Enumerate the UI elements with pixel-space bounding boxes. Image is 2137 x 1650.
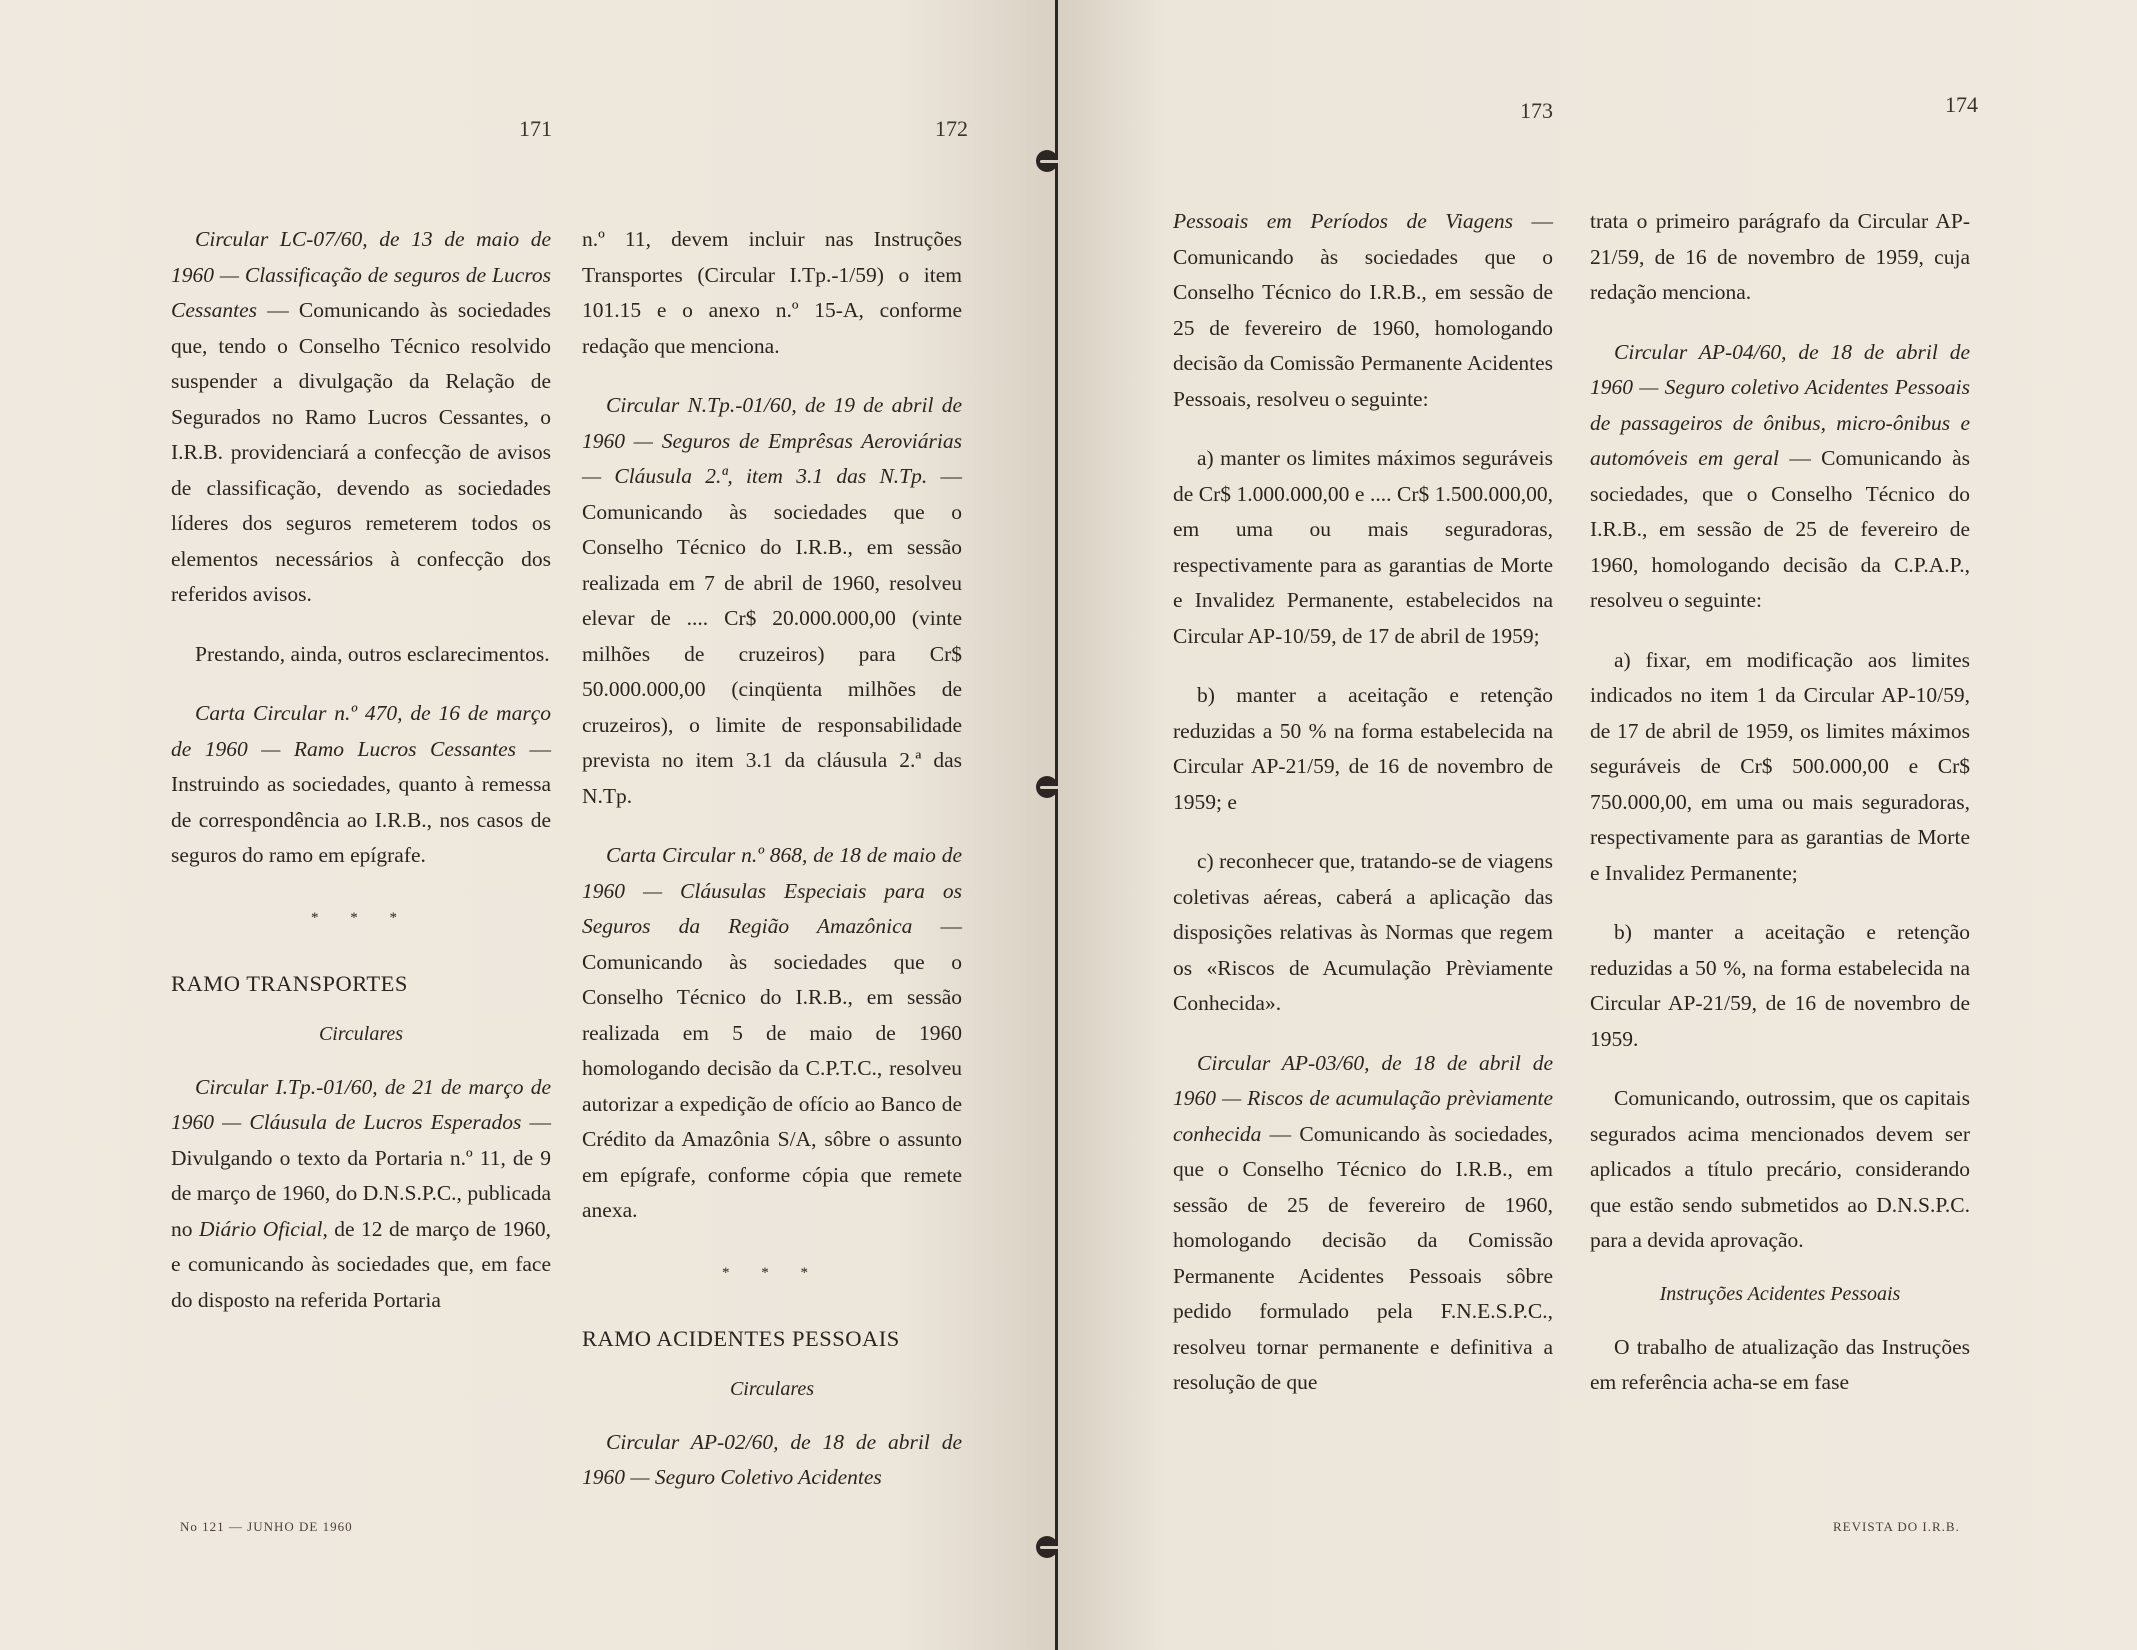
paragraph-comunicando: Comunicando, outrossim, que os capitais segurados acima mencionados devem ser aplicados a título precário, considerando que estão sendo submetidos ao D.N.S.P.C. para a devida aprovação. xyxy=(1590,1086,1970,1252)
paragraph-item-a: a) manter os limites máximos seguráveis de Cr$ 1.000.000,00 e .... Cr$ 1.500.000,00, em uma ou mais seguradoras, respectivamente para as garantias de Morte e Invalidez Permanente, estabelecidos na Circular AP-10/59, de 17 de abril de 1959; xyxy=(1173,446,1553,648)
column-page-172 xyxy=(582,222,962,1520)
paragraph-item-a: a) fixar, em modificação aos limites indicados no item 1 da Circular AP-10/59, de 17 de abril de 1959, os limites máximos seguráveis de Cr$ 500.000,00 e Cr$ 750.000,00, em uma ou mais seguradoras, respectivamente para as garantias de Morte e Invalidez Permanente; xyxy=(1590,647,1970,885)
paragraph-continuation: trata o primeiro parágrafo da Circular AP-21/59, de 16 de novembro de 1959, cuja redação menciona. xyxy=(1590,209,1970,304)
paragraph-continuation: n.º 11, devem incluir nas Instruções Transportes (Circular I.Tp.-1/59) o item 101.15 e o anexo n.º 15-A, conforme redação que menciona. xyxy=(582,227,962,358)
column-page-173 xyxy=(1173,204,1553,1425)
subheading-circulares: Circulares xyxy=(318,1022,404,1045)
paragraph-item-c: c) reconhecer que, tratando-se de viagens coletivas aéreas, caberá a aplicação das disposições relativas às Normas que regem os «Riscos de Acumulação Prèviamente Conhecida». xyxy=(1173,849,1553,1015)
paragraph-n-tp-01-60: Circular N.Tp.-01/60, de 19 de abril de 1960 — Seguros de Emprêsas Aeroviárias — Cláusula 2.ª, item 3.1 das N.Tp. — Comunicando às sociedades que o Conselho Técnico do I.R.B., em sessão realizada em 7 de abril de 1960, resolveu elevar de .... Cr$ 20.000.000,00 (vinte milhões de cruzeiros) para Cr$ 50.000.000,00 (cinqüenta milhões de cruzeiros), o limite de responsabilidade prevista no item 3.1 da cláusula 2.ª das N.Tp. xyxy=(582,393,962,808)
paragraph-lc-07-60: Circular LC-07/60, de 13 de maio de 1960 — Classificação de seguros de Lucros Cessantes — Comunicando às sociedades que, tendo o Conselho Técnico resolvido suspender a divulgação da Relação de Segurados no Ramo Lucros Cessantes, o I.R.B. providenciará a confecção de avisos de classificação, devendo as sociedades líderes dos seguros remeterem todos os elementos necessários à confecção dos referidos avisos. xyxy=(171,227,551,606)
column-page-174 xyxy=(1590,204,1970,1425)
paragraph-ap-03-60: Circular AP-03/60, de 18 de abril de 1960 — Riscos de acumulação prèviamente conhecida — Comunicando às sociedades, que o Conselho Técnico do I.R.B., em sessão de 25 de fevereiro de 1960, homologando decisão da Comissão Permanente Acidentes Pessoais sôbre pedido formulado pela F.N.E.S.P.C., resolveu tornar permanente e definitiva a resolução de que xyxy=(1173,1050,1553,1394)
subheading-instrucoes-acidentes-pessoais: Instruções Acidentes Pessoais xyxy=(1659,1282,1901,1305)
page-number-172: 172 xyxy=(935,116,968,141)
paragraph-instrucoes: O trabalho de atualização das Instruções em referência acha-se em fase xyxy=(1590,1334,1970,1394)
section-divider-stars: * * * xyxy=(311,909,411,926)
paragraph-ap-02-60: Circular AP-02/60, de 18 de abril de 1960 — Seguro Coletivo Acidentes xyxy=(582,1429,962,1489)
page-number-171: 171 xyxy=(519,116,552,141)
page-number-173: 173 xyxy=(1520,98,1553,123)
paragraph-continuation: Pessoais em Períodos de Viagens — Comunicando às sociedades que o Conselho Técnico do I.R.B., em sessão de 25 de fevereiro de 1960, homologando decisão da Comissão Permanente Acidentes Pessoais, resolveu o seguinte: xyxy=(1173,209,1553,411)
subheading-circulares: Circulares xyxy=(729,1377,815,1400)
section-divider-stars: * * * xyxy=(722,1264,822,1281)
footer-journal-name: REVISTA DO I.R.B. xyxy=(1833,1519,1960,1534)
section-heading-ramo-acidentes-pessoais: RAMO ACIDENTES PESSOAIS xyxy=(582,1325,900,1351)
section-heading-ramo-transportes: RAMO TRANSPORTES xyxy=(171,970,408,996)
paragraph-esclarecimentos: Prestando, ainda, outros esclarecimentos. xyxy=(195,641,550,666)
footer-issue-date: No 121 — JUNHO DE 1960 xyxy=(180,1519,353,1534)
page-number-174: 174 xyxy=(1945,92,1978,117)
paragraph-item-b: b) manter a aceitação e retenção reduzidas a 50 %, na forma estabelecida na Circular AP-21/59, de 16 de novembro de 1959. xyxy=(1590,920,1970,1051)
paragraph-item-b: b) manter a aceitação e retenção reduzidas a 50 % na forma estabelecida na Circular AP-21/59, de 16 de novembro de 1959; e xyxy=(1173,683,1553,814)
right-page-spread xyxy=(1058,0,2137,1650)
paragraph-i-tp-01-60: Circular I.Tp.-01/60, de 21 de março de 1960 — Cláusula de Lucros Esperados — Divulgando o texto da Portaria n.º 11, de 9 de março de 1960, do D.N.S.P.C., publicada no Diário Oficial, de 12 de março de 1960, e comunicando às sociedades que, em face do disposto na referida Portaria xyxy=(171,1074,552,1312)
paragraph-carta-868: Carta Circular n.º 868, de 18 de maio de 1960 — Cláusulas Especiais para os Seguros da Região Amazônica — Comunicando às sociedades que o Conselho Técnico do I.R.B., em sessão realizada em 5 de maio de 1960 homologando decisão da C.P.T.C., resolveu autorizar a expedição de ofício ao Banco de Crédito da Amazônia S/A, sôbre o assunto em epígrafe, conforme cópia que remete anexa. xyxy=(582,843,962,1222)
paragraph-carta-470: Carta Circular n.º 470, de 16 de março de 1960 — Ramo Lucros Cessantes — Instruindo as sociedades, quanto à remessa de correspondência ao I.R.B., nos casos de seguros do ramo em epígrafe. xyxy=(171,701,551,867)
paragraph-ap-04-60: Circular AP-04/60, de 18 de abril de 1960 — Seguro coletivo Acidentes Pessoais de passageiros de ônibus, micro-ônibus e automóveis em geral — Comunicando às sociedades, que o Conselho Técnico do I.R.B., em sessão de 25 de fevereiro de 1960, homologando decisão da C.P.A.P., resolveu o seguinte: xyxy=(1590,339,1970,612)
column-page-171 xyxy=(171,222,551,1342)
left-page-spread xyxy=(0,0,1055,1650)
